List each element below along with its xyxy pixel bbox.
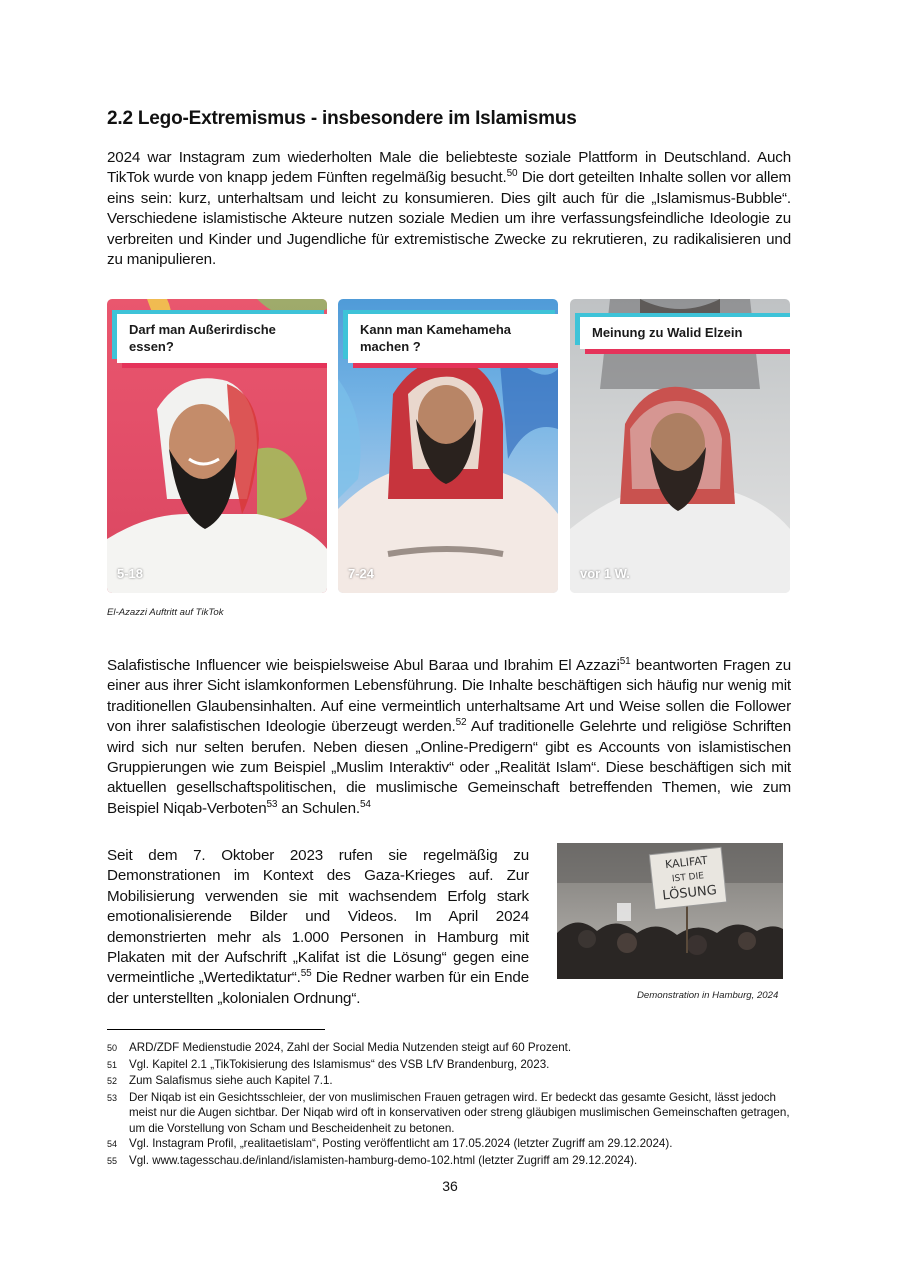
tile-caption: Kann man Kamehameha machen ? xyxy=(348,314,558,363)
footnote-ref[interactable]: 55 xyxy=(300,968,312,980)
tiktok-tile[interactable] xyxy=(570,299,790,593)
footnote: 53 Der Niqab ist ein Gesichtsschleier, der von muslimischen Frauen getragen wird. Er bedeckt das gesamte Gesicht, lässt jedoch meist nur die Augen sichtbar. Der Niqab wird oft in konservativen oder streng gläubigen muslimischen Gemeinschaften getragen, um die Vorstellung von Scham und Bescheidenheit zu betonen. xyxy=(107,1090,790,1135)
footnote-ref[interactable]: 52 xyxy=(455,717,467,729)
footnotes xyxy=(107,1040,791,1169)
footnote: 52 Zum Salafismus siehe auch Kapitel 7.1. xyxy=(107,1074,333,1087)
figure-caption-demonstration: Demonstration in Hamburg, 2024 xyxy=(637,990,779,1001)
paragraph-influencer: Salafistische Influencer wie beispielsweise Abul Baraa und Ibrahim El Azzazi$^{51}$ beantworten Fragen zu einer aus ihrer Sicht islamkonformen Lebensführung. Die Inhalte beschäftigen sich häufig nur wenig mit traditionellen Glaubensinhalten. Auf eine vermeintlich unterhaltsame Art und Weise sollen die Follower von ihrer salafistischen Ideologie überzeugt werden.$^{52}$ Auf traditionelle Gelehrte und religiöse Schriften wird sich nur selten berufen. Neben diesen „Online-Predigern“ gibt es Accounts von islamistischen Gruppierungen wie zum Beispiel „Muslim Interaktiv“ oder „Realität Islam“. Diese beschäftigen sich mit aktuellen gesellschaftspolitischen, die muslimische Gemeinschaft betreffenden Themen, wie zum Beispiel Niqab-Verboten$^{53}$ an Schulen.$^{54}$ xyxy=(107,655,791,817)
footnote-ref[interactable]: 54 xyxy=(359,798,371,810)
sign-text: IST DIE xyxy=(671,871,705,885)
figure-caption-tiktok: El-Azazzi Auftritt auf TikTok xyxy=(107,607,224,618)
tile-date-label: 7-24 xyxy=(348,566,375,581)
tile-date-label: 5-18 xyxy=(117,566,144,581)
tile-caption: Darf man Außerirdische essen? xyxy=(117,314,327,363)
paragraph-demonstration: Seit dem 7. Oktober 2023 rufen sie regelmäßig zu Demonstrationen im Kontext des Gaza-Krieges auf. Zur Mobilisierung verwenden sie mit wachsendem Erfolg stark emotionalisierende Bilder und Videos. Im April 2024 demonstrierten mehr als 1.000 Personen in Hamburg mit Plakaten mit der Aufschrift „Kalifat ist die Lösung“ gegen eine vermeintliche „Wertediktatur“.$^{55}$ Die Redner warben für ein Ende der unterstellten „kolonialen Ordnung“. xyxy=(107,847,529,1007)
footnote-divider xyxy=(107,1029,325,1030)
demonstration-photo xyxy=(557,843,783,979)
footnote: 54 Vgl. Instagram Profil, „realitaetislam“, Posting veröffentlicht am 17.05.2024 (letzter Zugriff am 29.12.2024). xyxy=(107,1137,673,1150)
section-heading: 2.2 Lego-Extremismus - insbesondere im Islamismus xyxy=(107,108,577,129)
sign-text: LÖSUNG xyxy=(661,882,718,904)
footnote-ref[interactable]: 51 xyxy=(619,655,631,667)
tiktok-tile[interactable] xyxy=(107,299,327,593)
paragraph-intro: 2024 war Instagram zum wiederholten Male die beliebteste soziale Plattform in Deutschland. Auch TikTok wurde von knapp jedem Fünften regelmäßig besucht.$^{50}$ Die dort geteilten Inhalte sollen vor allem eins sein: kurz, unterhaltsam und leicht zu konsumieren. Dies gilt auch für die „Islamismus-Bubble“. Verschiedene islamistische Akteure nutzen soziale Medien um ihre verfassungsfeindliche Ideologie zu verbreiten und Kinder und Jugendliche für extremistische Zwecke zu rekrutieren, zu radikalisieren und zu manipulieren. xyxy=(107,149,791,269)
tiktok-tile[interactable] xyxy=(338,299,558,593)
sign-text: KALIFAT xyxy=(664,853,709,872)
tile-date-label: vor 1 W. xyxy=(580,566,630,581)
page-number: 36 xyxy=(442,1178,458,1194)
footnote: 50 ARD/ZDF Medienstudie 2024, Zahl der Social Media Nutzenden steigt auf 60 Prozent. xyxy=(107,1041,572,1054)
footnote: 51 Vgl. Kapitel 2.1 „TikTokisierung des Islamismus“ des VSB LfV Brandenburg, 2023. xyxy=(107,1057,550,1071)
footnote-ref[interactable]: 53 xyxy=(266,798,278,810)
footnote-ref[interactable]: 50 xyxy=(506,168,518,180)
tile-caption: Meinung zu Walid Elzein xyxy=(580,317,790,349)
footnote: 55 Vgl. www.tagesschau.de/inland/islamisten-hamburg-demo-102.html (letzter Zugriff am 29.12.2024). xyxy=(107,1153,638,1167)
